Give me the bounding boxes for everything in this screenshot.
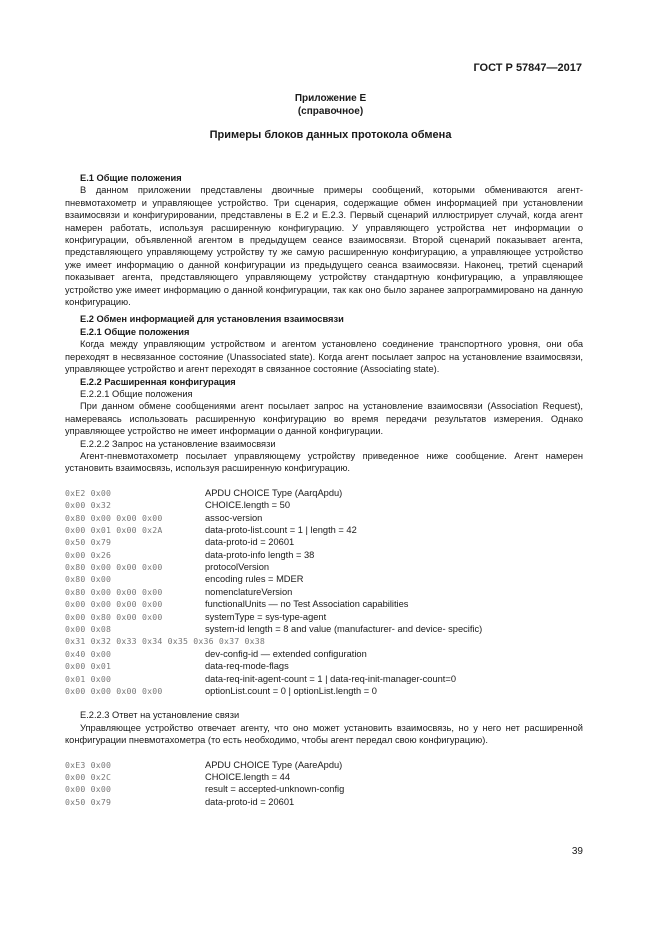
section-e221-heading: Е.2.2.1 Общие положения	[80, 388, 193, 399]
section-e21-text: Когда между управляющим устройством и агентом установлено соединение транспортного уровня, они оба переходят в несвязанное состояние (Unassociated state). Когда агент посылает запрос на установление взаимосвязи, управляющее устройство и агент переходят в связанное состояние (Associating state).	[65, 339, 583, 375]
hex-bytes: 0x50 0x79	[65, 796, 112, 807]
hex-bytes: 0xE3 0x00	[65, 759, 112, 770]
code-row	[65, 685, 583, 697]
hex-bytes: 0x80 0x00 0x00 0x00	[65, 562, 163, 573]
code-row	[65, 499, 583, 511]
code-row	[65, 611, 583, 623]
hex-bytes: 0x00 0x01	[65, 661, 112, 672]
field-description: protocolVersion	[205, 562, 270, 573]
section-e222-text: Агент-пневмотахометр посылает управляющему устройству приведенное ниже сообщение. Агент намерен установить взаимосвязь, используя расширенную конфигурацию.	[65, 450, 583, 474]
field-description: APDU CHOICE Type (AarqApdu)	[205, 487, 343, 498]
field-description: encoding rules = MDER	[205, 574, 304, 585]
section-e222-heading: Е.2.2.2 Запрос на установление взаимосвязи	[80, 438, 276, 449]
field-description: dev-config-id — extended configuration	[205, 648, 367, 659]
section-e2-heading: Е.2 Обмен информацией для установления взаимосвязи	[80, 314, 344, 325]
field-description: data-proto-info length = 38	[205, 549, 315, 560]
code-row	[65, 759, 583, 771]
code-row	[65, 635, 583, 647]
field-description: data-proto-list.count = 1 | length = 42	[205, 524, 357, 535]
field-description: systemType = sys-type-agent	[205, 611, 327, 622]
field-description: data-proto-id = 20601	[205, 537, 295, 548]
field-description: functionalUnits — no Test Association capabilities	[205, 599, 409, 610]
hex-bytes: 0x00 0x80 0x00 0x00	[65, 611, 163, 622]
appendix-subtitle: (справочное)	[297, 106, 364, 117]
section-e22-heading: Е.2.2 Расширенная конфигурация	[80, 376, 236, 387]
appendix-title: Приложение Е	[294, 93, 367, 104]
section-e223-text: Управляющее устройство отвечает агенту, что оно может установить взаимосвязь, но у него нет расширенной конфигурации пневмотахометра (то есть необходимо, чтобы агент передал свою конфигурацию).	[65, 722, 583, 746]
code-row	[65, 660, 583, 672]
field-description: APDU CHOICE Type (AareApdu)	[205, 759, 343, 770]
code-row	[65, 796, 583, 808]
hex-bytes: 0x80 0x00 0x00 0x00	[65, 586, 163, 597]
code-row	[65, 783, 583, 795]
hex-bytes: 0x31 0x32 0x33 0x34 0x35 0x36 0x37 0x38	[65, 636, 266, 647]
code-row	[65, 573, 583, 585]
hex-bytes: 0x50 0x79	[65, 537, 112, 548]
code-row	[65, 487, 583, 499]
field-description: CHOICE.length = 44	[205, 772, 291, 782]
hex-bytes: 0xE2 0x00	[65, 487, 112, 498]
section-e21-heading: Е.2.1 Общие положения	[80, 326, 190, 337]
code-row	[65, 598, 583, 610]
page-number: 39	[571, 846, 583, 857]
field-description: CHOICE.length = 50	[205, 500, 291, 511]
code-row	[65, 771, 583, 783]
hex-bytes: 0x00 0x01 0x00 0x2A	[65, 524, 163, 535]
standard-number: ГОСТ Р 57847—2017	[473, 62, 582, 74]
code-block-aarq	[65, 487, 583, 698]
hex-bytes: 0x00 0x00 0x00 0x00	[65, 599, 163, 610]
appendix-heading	[0, 92, 661, 118]
section-e223-heading: Е.2.2.3 Ответ на установление связи	[80, 710, 240, 721]
hex-bytes: 0x01 0x00	[65, 673, 112, 684]
field-description: assoc-version	[205, 512, 263, 523]
main-title: Примеры блоков данных протокола обмена	[209, 129, 452, 141]
code-row	[65, 536, 583, 548]
document-body	[65, 172, 583, 808]
field-description: data-proto-id = 20601	[205, 796, 295, 807]
code-row	[65, 623, 583, 635]
field-description: data-req-init-agent-count = 1 | data-req-init-manager-count=0	[205, 673, 456, 684]
hex-bytes: 0x00 0x26	[65, 549, 112, 560]
field-description: optionList.count = 0 | optionList.length = 0	[205, 686, 377, 696]
field-description: system-id length = 8 and value (manufacturer- and device- specific)	[205, 624, 483, 635]
field-description: data-req-mode-flags	[205, 661, 289, 672]
code-row	[65, 648, 583, 660]
hex-bytes: 0x00 0x00	[65, 784, 112, 795]
code-block-aare	[65, 759, 583, 809]
code-row	[65, 586, 583, 598]
hex-bytes: 0x00 0x32	[65, 500, 112, 511]
hex-bytes: 0x40 0x00	[65, 648, 112, 659]
field-description: result = accepted-unknown-config	[205, 784, 345, 795]
hex-bytes: 0x80 0x00	[65, 574, 112, 585]
section-e221-text: При данном обмене сообщениями агент посылает запрос на установление взаимосвязи (Association Request), намереваясь использовать расширенную конфигурацию во время передачи результатов измерения. Однако управляющее устройство не имеет информации о данной конфигурации.	[65, 401, 583, 437]
code-row	[65, 549, 583, 561]
section-e1-text: В данном приложении представлены двоичные примеры сообщений, которыми обмениваются агент-пневмотахометр и управляющее устройство. Три сценария, содержащие обмен информацией при установлении взаимосвязи и конфигурировании, представлены в Е.2 и Е.2.3. Первый сценарий иллюстрирует случай, когда агент намерен работать, используя расширенную конфигурацию. У управляющего устройства нет информации о конфигурации, объявленной агентом в предыдущем сеансе взаимосвязи. Второй сценарий показывает агента, представляющего управляющему устройству ту же самую расширенную конфигурацию, а управляющее устройство уже имеет информацию о данной конфигурации из предыдущего сеанса взаимосвязи. Наконец, третий сценарий показывает агента, представляющего управляющему устройству стандартную конфигурацию, а управляющее устройство уже имеет информацию о данной конфигурации, так как оно было заранее запрограммировано на данную конфигурацию.	[65, 185, 583, 308]
hex-bytes: 0x00 0x2C	[65, 772, 112, 782]
hex-bytes: 0x80 0x00 0x00 0x00	[65, 512, 163, 523]
section-e1-heading: Е.1 Общие положения	[80, 173, 182, 183]
hex-bytes: 0x00 0x00 0x00 0x00	[65, 686, 163, 696]
field-description: nomenclatureVersion	[205, 586, 293, 597]
code-row	[65, 561, 583, 573]
hex-bytes: 0x00 0x08	[65, 624, 112, 635]
code-row	[65, 524, 583, 536]
code-row	[65, 673, 583, 685]
code-row	[65, 512, 583, 524]
